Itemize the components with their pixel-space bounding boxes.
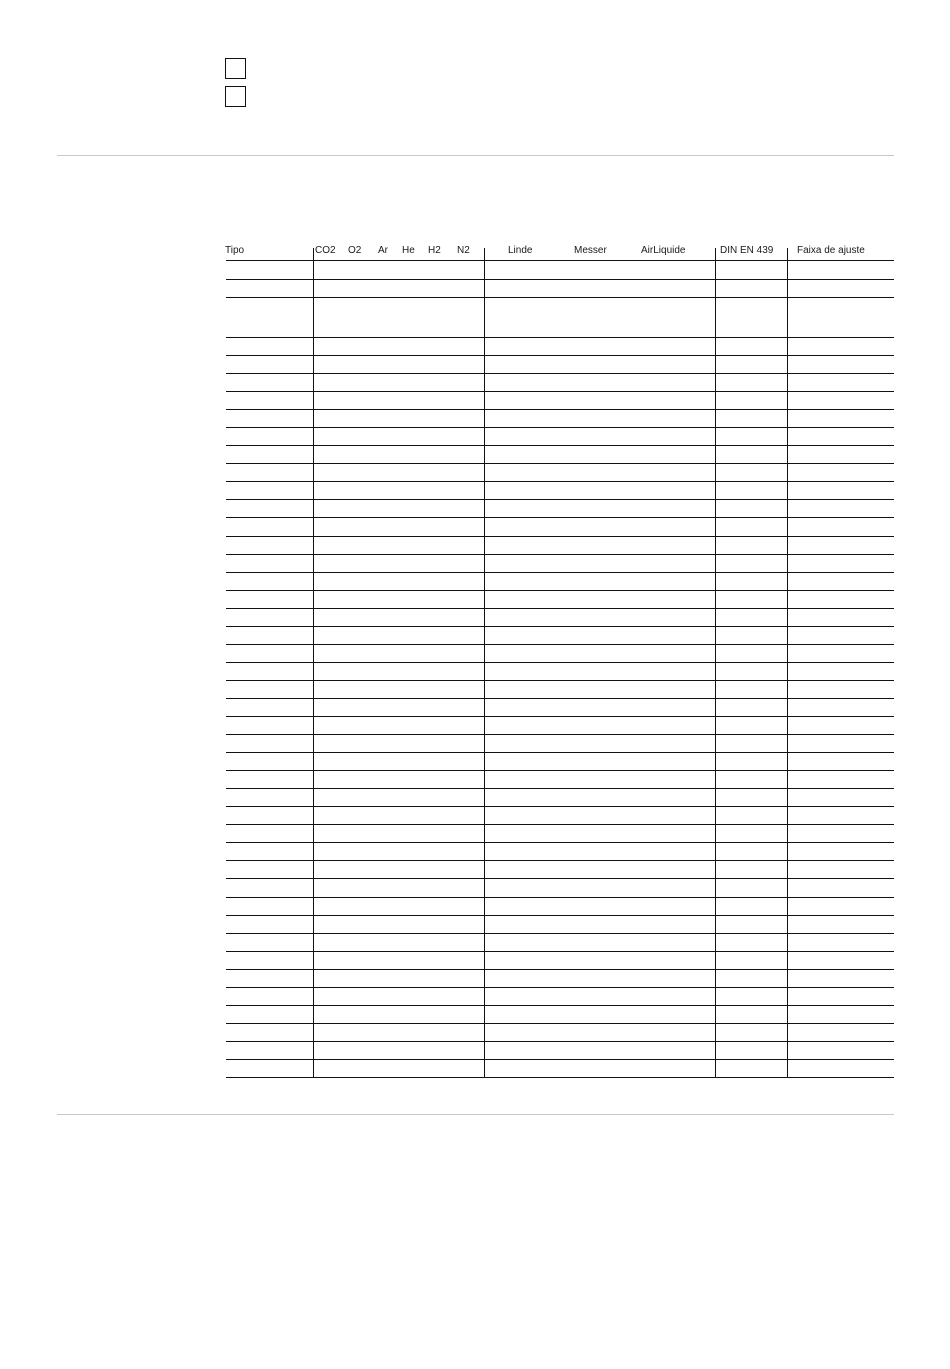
table-row-line <box>226 987 894 988</box>
header-ar: Ar <box>378 245 388 256</box>
header-faixa-de-ajuste: Faixa de ajuste <box>797 245 865 256</box>
table-row-line <box>226 355 894 356</box>
table-row-line <box>226 1005 894 1006</box>
header-linde: Linde <box>508 245 533 256</box>
table-row-line <box>226 1059 894 1060</box>
header-din-en-439: DIN EN 439 <box>720 245 774 256</box>
table-row-line <box>226 951 894 952</box>
table-row-line <box>226 463 894 464</box>
header-co2: CO2 <box>315 245 336 256</box>
table-row-line <box>226 915 894 916</box>
table-row-line <box>226 770 894 771</box>
table-row-line <box>226 878 894 879</box>
table-row-line <box>226 373 894 374</box>
table-column-divider <box>715 248 716 1077</box>
header-airliquide: AirLiquide <box>641 245 686 256</box>
header-o2: O2 <box>348 245 362 256</box>
table-column-divider <box>484 248 485 1077</box>
header-tipo: Tipo <box>225 245 245 256</box>
header-h2: H2 <box>428 245 441 256</box>
table-row-line <box>226 391 894 392</box>
header-n2: N2 <box>457 245 470 256</box>
table-row-line <box>226 590 894 591</box>
table-column-divider <box>787 248 788 1077</box>
table-row-line <box>226 752 894 753</box>
table-row-line <box>226 662 894 663</box>
table-row-line <box>226 788 894 789</box>
table-row-line <box>226 517 894 518</box>
table-row-line <box>226 734 894 735</box>
table-row-line <box>226 481 894 482</box>
table-row-line <box>226 680 894 681</box>
table-row-line <box>226 572 894 573</box>
table-row-line <box>226 716 894 717</box>
table-row-line <box>226 860 894 861</box>
table-row-line <box>226 499 894 500</box>
table-row-line <box>226 536 894 537</box>
table-row-line <box>226 409 894 410</box>
table-row-line <box>226 608 894 609</box>
table-row-line <box>226 445 894 446</box>
header-he: He <box>402 245 415 256</box>
header-messer: Messer <box>574 245 607 256</box>
table-row-line <box>226 842 894 843</box>
table-row-line <box>226 297 894 298</box>
table-row-line <box>226 1041 894 1042</box>
table-row-line <box>226 427 894 428</box>
top-divider <box>57 155 894 156</box>
checkbox-1[interactable] <box>225 58 246 79</box>
table-row-line <box>226 698 894 699</box>
table-row-line <box>226 969 894 970</box>
table-column-divider <box>313 248 314 1077</box>
table-row-line <box>226 260 894 261</box>
table-row-line <box>226 1023 894 1024</box>
table-row-line <box>226 644 894 645</box>
table-row-line <box>226 806 894 807</box>
table-row-line <box>226 554 894 555</box>
table-row-line <box>226 337 894 338</box>
table-row-line <box>226 933 894 934</box>
checkbox-2[interactable] <box>225 86 246 107</box>
table-row-line <box>226 824 894 825</box>
table-row-line <box>226 897 894 898</box>
table-row-line <box>226 1077 894 1078</box>
table-row-line <box>226 626 894 627</box>
bottom-divider <box>57 1114 894 1115</box>
table-row-line <box>226 279 894 280</box>
